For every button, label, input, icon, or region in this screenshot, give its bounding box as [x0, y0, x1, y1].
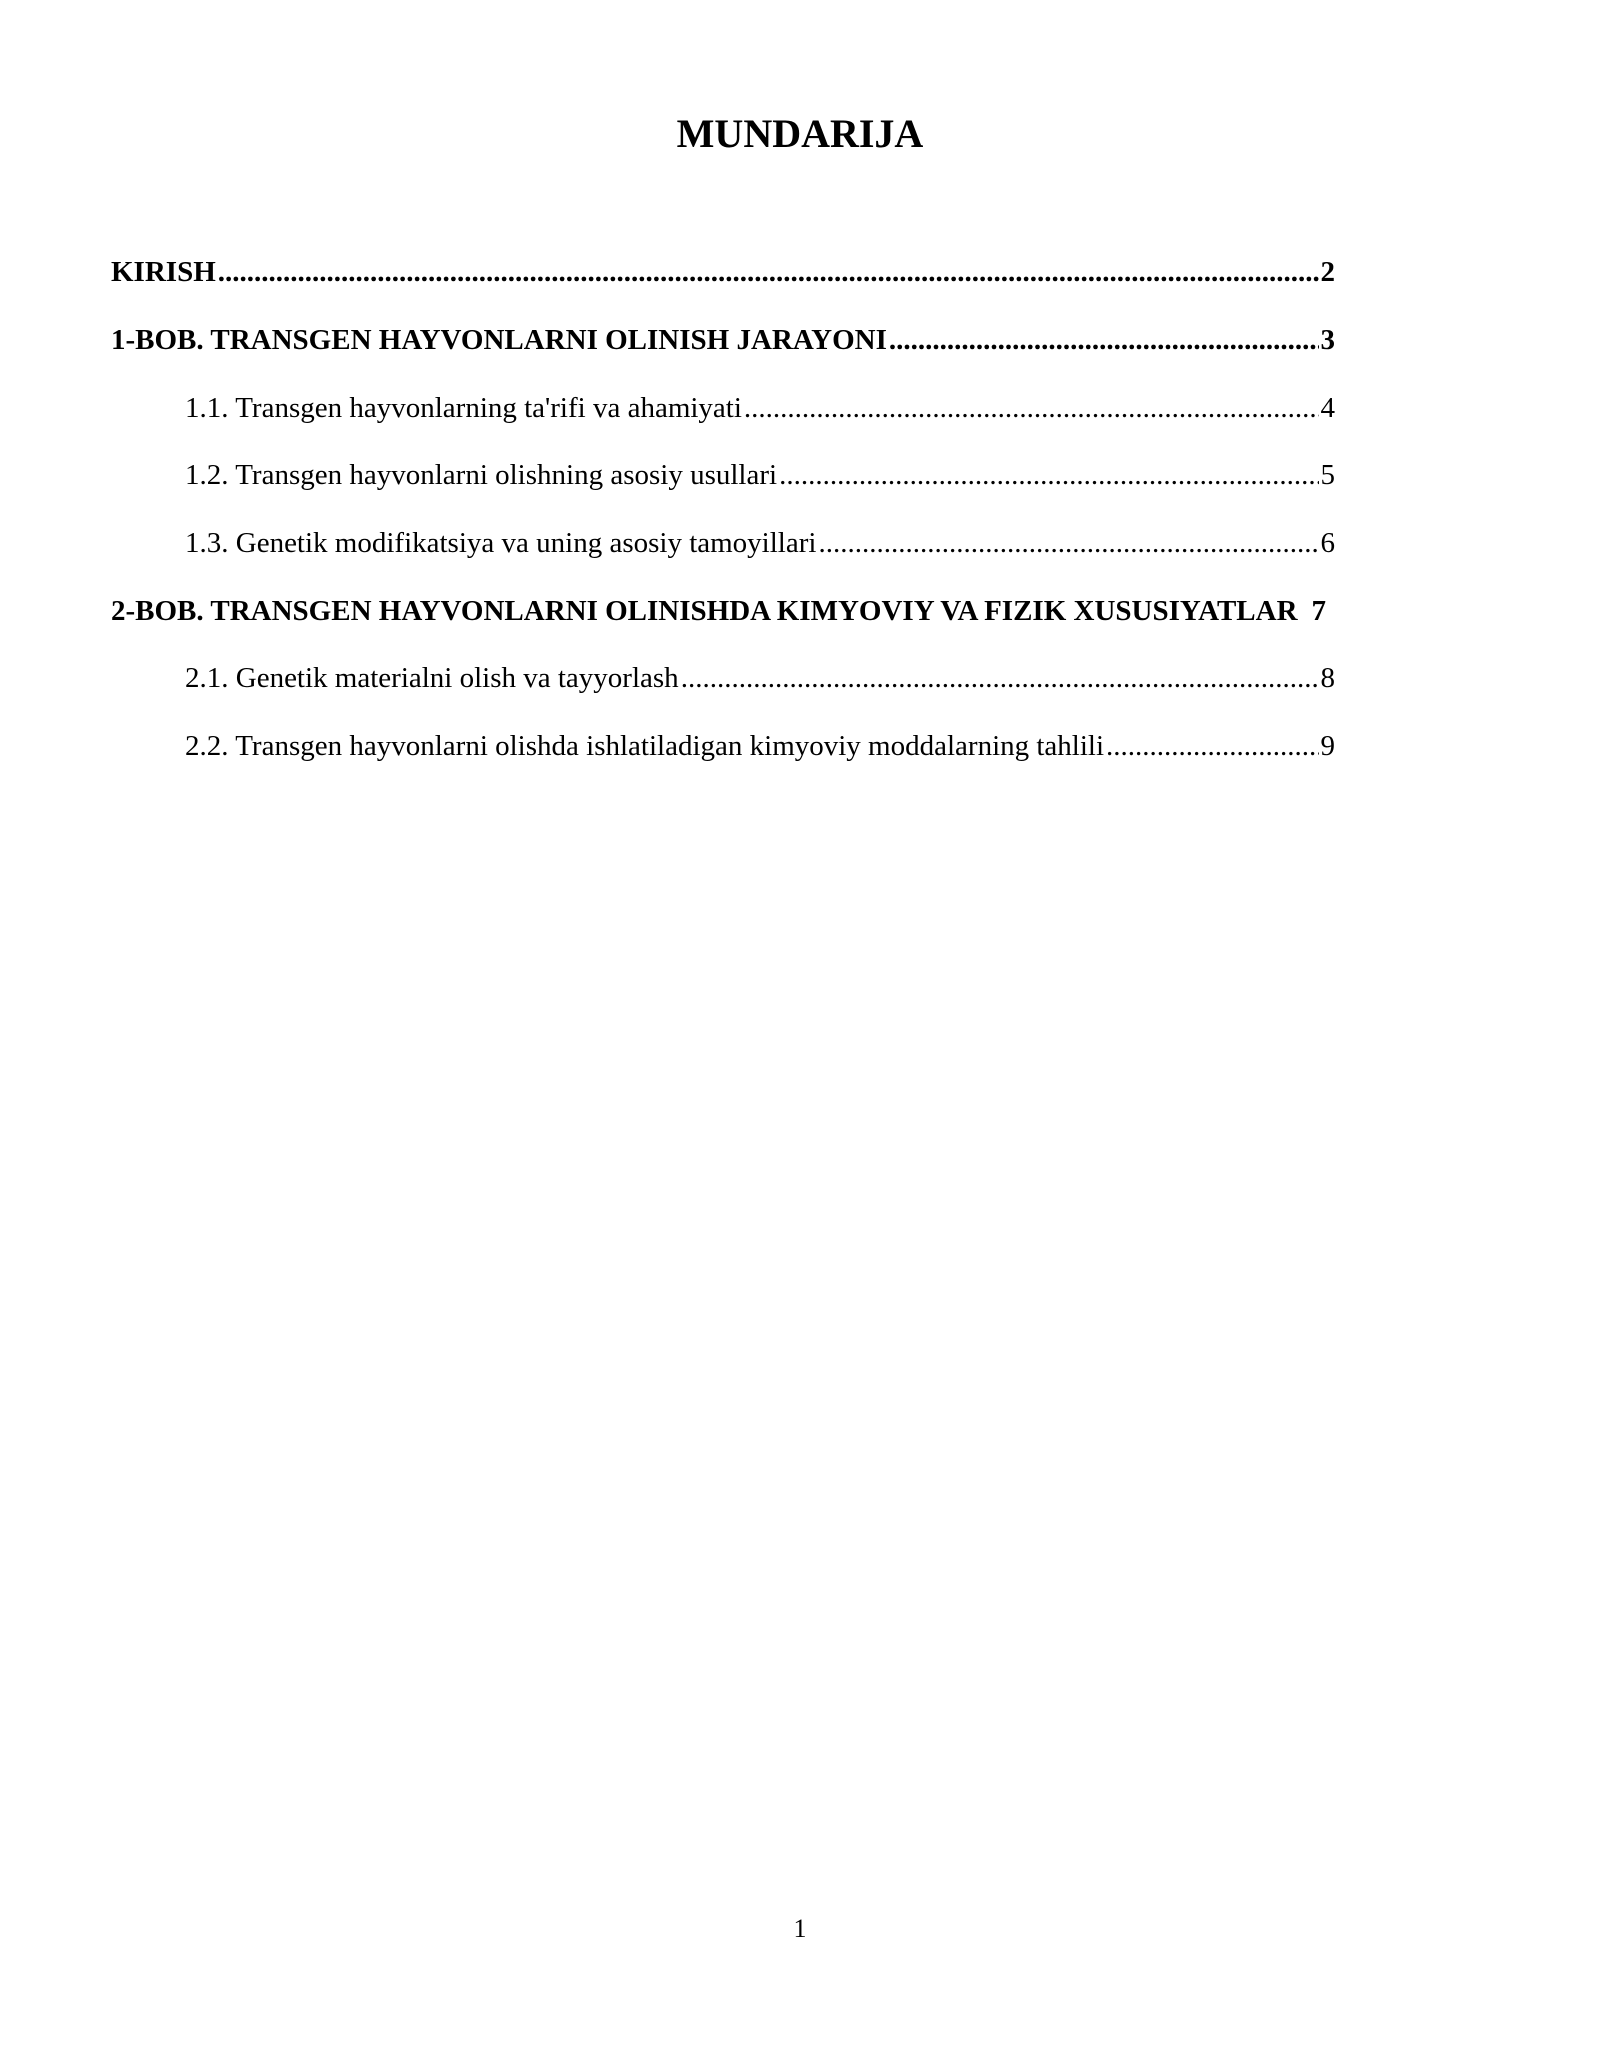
toc-entry-page: 6 [1320, 527, 1335, 559]
toc-dot-leader [681, 658, 1319, 698]
toc-entry-page: 4 [1320, 392, 1335, 424]
toc-entry-introduction[interactable] [111, 252, 1335, 292]
toc-dot-leader [218, 252, 1319, 292]
toc-dot-leader [744, 388, 1319, 428]
toc-entry-section-1-1[interactable] [185, 388, 1335, 428]
toc-entry-label: 2-BOB. TRANSGEN HAYVONLARNI OLINISHDA KIMYOVIY VA FIZIK XUSUSIYATLAR [111, 595, 1298, 627]
toc-dot-leader [779, 455, 1318, 495]
toc-dot-leader [889, 320, 1319, 360]
toc-entry-label: 2.1. Genetik materialni olish va tayyorlash [185, 662, 679, 694]
toc-entry-page: 9 [1320, 730, 1335, 762]
toc-entry-label: 2.2. Transgen hayvonlarni olishda ishlatiladigan kimyoviy moddalarning tahlili [185, 730, 1105, 762]
toc-entry-page: 5 [1320, 459, 1335, 491]
toc-entry-section-2-2[interactable] [185, 726, 1335, 766]
toc-entry-page: 3 [1320, 324, 1335, 356]
toc-entry-page: 8 [1320, 662, 1335, 694]
toc-entry-label: 1.2. Transgen hayvonlarni olishning asosiy usullari [185, 459, 778, 491]
page-number: 1 [793, 1914, 807, 1943]
toc-dot-leader [818, 523, 1318, 563]
toc-entry-page: 7 [1311, 595, 1327, 627]
toc-entry-chapter-2[interactable] [111, 591, 1326, 631]
toc-entry-section-1-2[interactable] [185, 455, 1335, 495]
toc-entry-page: 2 [1320, 256, 1335, 288]
toc-entry-section-2-1[interactable] [185, 658, 1335, 698]
toc-entry-label: KIRISH [111, 256, 216, 288]
toc-dot-leader [1106, 726, 1318, 766]
toc-entry-chapter-1[interactable] [111, 320, 1335, 360]
toc-entry-section-1-3[interactable] [185, 523, 1335, 563]
toc-entry-label: 1.1. Transgen hayvonlarning ta'rifi va ahamiyati [185, 392, 742, 424]
toc-entry-label: 1.3. Genetik modifikatsiya va uning asosiy tamoyillari [185, 527, 817, 559]
page-title: MUNDARIJA [676, 111, 924, 156]
toc-entry-label: 1-BOB. TRANSGEN HAYVONLARNI OLINISH JARAYONI [111, 324, 887, 356]
